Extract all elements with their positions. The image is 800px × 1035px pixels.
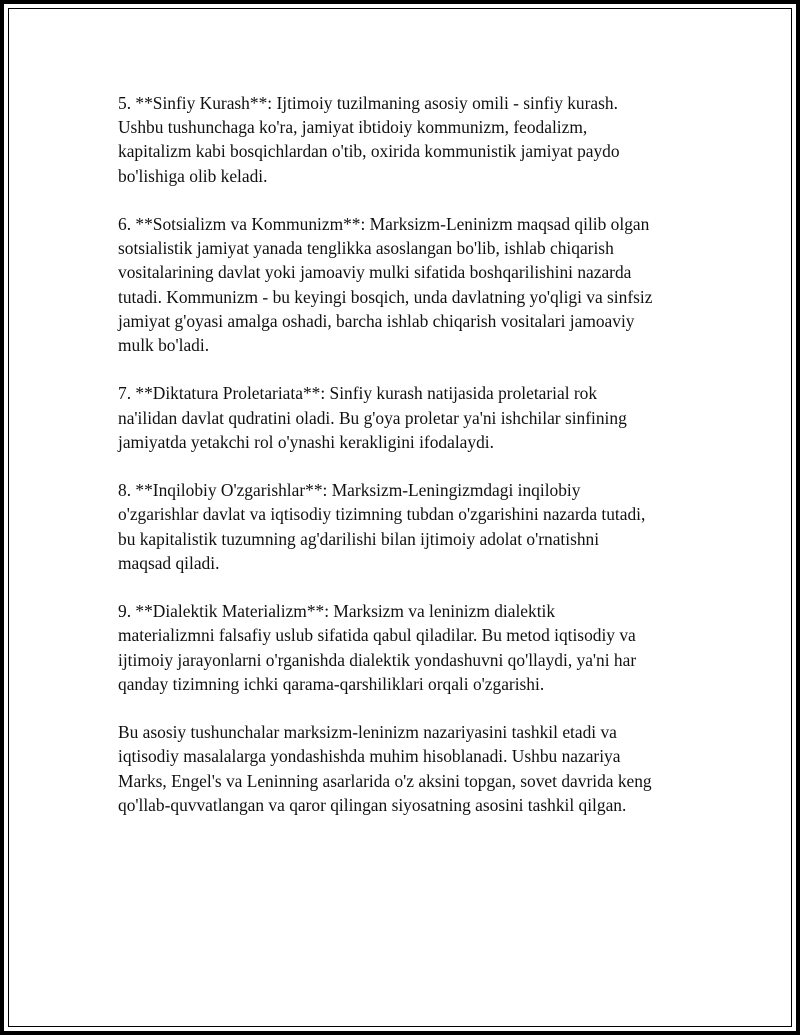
paragraph-sinfiy-kurash: 5. **Sinfiy Kurash**: Ijtimoiy tuzilmaning asosiy omili - sinfiy kurash. Ushbu tushunchaga ko'ra, jamiyat ibtidoiy kommunizm, feodalizm, kapitalizm kabi bosqichlardan o'tib, oxirida kommunistik jamiyat paydo bo'lishiga olib keladi. — [118, 93, 620, 186]
paragraph-dialektik-materializm: 9. **Dialektik Materializm**: Marksizm va leninizm dialektik materializmni falsafiy uslub sifatida qabul qiladilar. Bu metod iqtisodiy va ijtimoiy jarayonlarni o'rganishda dialektik yondashuvni qo'llaydi, ya'ni har qanday tizimning ichki qarama-qarshiliklari orqali o'zgarishi. — [118, 601, 637, 694]
paragraph-inqilobiy-ozgarishlar: 8. **Inqilobiy O'zgarishlar**: Marksizm-Leningizmdagi inqilobiy o'zgarishlar davlat va iqtisodiy tizimning tubdan o'zgarishini nazarda tutadi, bu kapitalistik tuzumning ag'darilishi bilan ijtimoiy adolat o'rnatishni maqsad qiladi. — [118, 480, 646, 573]
paragraph-xulosa: Bu asosiy tushunchalar marksizm-leninizm nazariyasini tashkil etadi va iqtisodiy masalalarga yondashishda muhim hisoblanadi. Ushbu nazariya Marks, Engel's va Leninning asarlarida o'z aksini topgan, sovet davrida keng qo'llab-quvvatlangan va qaror qilingan siyosatning asosini tashkil qilgan. — [118, 722, 652, 815]
paragraph-sotsializm-kommunizm: 6. **Sotsializm va Kommunizm**: Marksizm-Leninizm maqsad qilib olgan sotsialistik jamiyat yanada tenglikka asoslangan bo'lib, ishlab chiqarish vositalarining davlat yoki jamoaviy mulki sifatida boshqarilishini nazarda tutadi. Kommunizm - bu keyingi bosqich, unda davlatning yo'qligi va sinfsiz jamiyat g'oyasi amalga oshadi, barcha ishlab chiqarish vositalari jamoaviy mulk bo'ladi. — [118, 214, 653, 356]
document-body — [118, 91, 698, 841]
paragraph-diktatura-proletariata: 7. **Diktatura Proletariata**: Sinfiy kurash natijasida proletarial rok na'ilidan davlat qudratini oladi. Bu g'oya proletar ya'ni ishchilar sinfining jamiyatda yetakchi rol o'ynashi kerakligini ifodalaydi. — [118, 383, 627, 452]
